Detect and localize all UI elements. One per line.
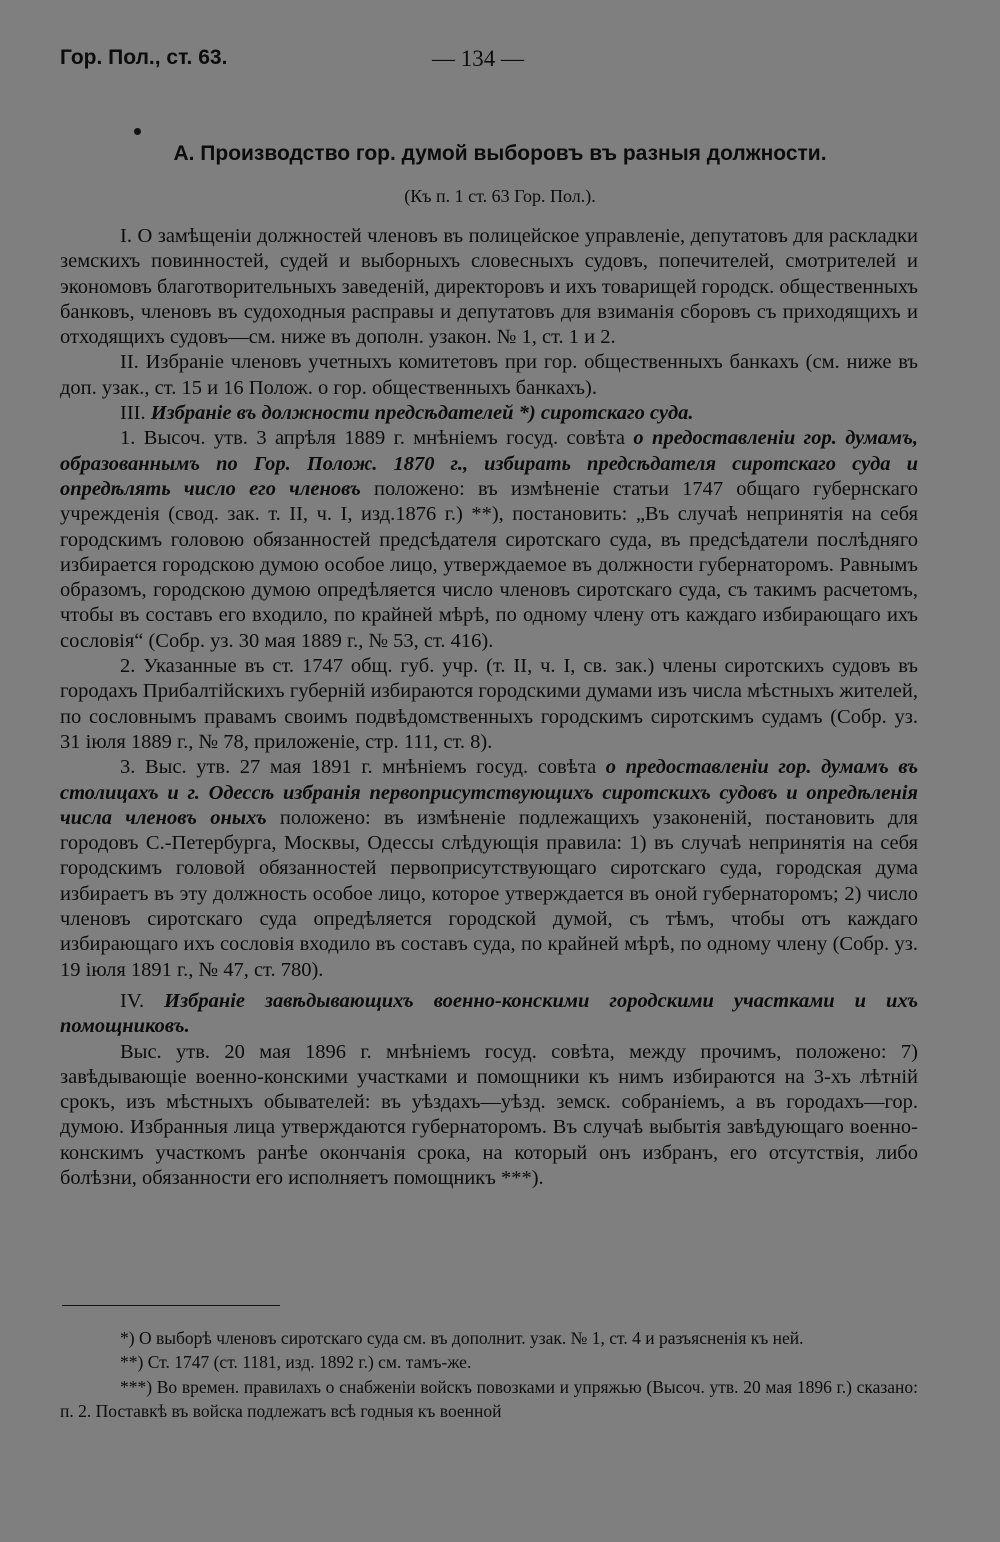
item-1-text: положено: въ измѣненiе статьи 1747 общаго губернскаго учрежденiя (свод. зак. т. II, ч. I, изд.1876 г.) **), постановить: „Въ случаѣ непринятiя на себя городскимъ головою обязанностей предсѣдателя сиротскаго суда, въ предсѣдатели послѣдняго избирается городскою думою особое лицо, утверждаемое въ должности губернаторомъ. Равнымъ образомъ, городскою думою опредѣляется число членовъ сиротскаго суда, съ такимъ расчетомъ, чтобы въ составъ его входило, по крайней мѣрѣ, по одному члену отъ каждаго избирающаго ихъ сословiя“ (Собр. уз. 30 мая 1889 г., № 53, ст. 416). <box>60 477 919 652</box>
section-4-heading-text: Избранiе завѣдывающихъ военно-конскими городскими участками и ихъ помощниковъ. <box>60 989 919 1038</box>
item-1-intro: 1. Высоч. утв. 3 апрѣля 1889 г. мнѣнiемъ госуд. совѣта <box>120 427 625 450</box>
paragraph-section-4: Выс. утв. 20 мая 1896 г. мнѣнiемъ госуд. совѣта, между прочимъ, положено: 7) завѣдывающiе военно-конскими участками и помощники къ нимъ избираются на 3-хъ лѣтнiй срокъ, изъ мѣстныхъ обывателей: въ уѣздахъ—уѣзд. земск. собранiемъ, а въ городахъ—гор. думою. Избранныя лица утверждаются губернаторомъ. Въ случаѣ выбытiя завѣдующаго военно-конскимъ участкомъ ранѣе окончанiя срока, на который онъ избранъ, его отсутствiя, либо болѣзни, обязанности его исполняетъ помощникъ ***). <box>60 1040 918 1189</box>
paragraph-section-3-item-1 <box>60 426 918 654</box>
item-3-emphasis: о предоставленiи гор. думамъ въ столицахъ и г. Одессѣ избранiя первоприсутствующихъ сиротскихъ судовъ и опредѣленiя числа членовъ оныхъ <box>60 756 919 829</box>
footnote-3: ***) Во времен. правилахъ о снабженiи войскъ повозками и упряжью (Высоч. утв. 20 мая 1896 г.) сказано: п. 2. Поставкѣ въ войска подлежатъ всѣ годныя къ военной <box>60 1376 918 1421</box>
section-reference: Гор. Пол., ст. 63. <box>60 46 228 69</box>
item-3-text: положено: въ измѣненiе подлежащихъ узаконенiй, постановить для городовъ С.-Петербурга, Москвы, Одессы слѣдующiя правила: 1) въ случаѣ непринятiя на себя городскимъ головой обязанностей первоприсутствующаго сиротскаго суда, городская дума избираетъ въ эту должность особое лицо, которое утверждается въ оной губернаторомъ; 2) число членовъ сиротскаго суда опредѣляется городской думой, съ тѣмъ, чтобы отъ каждаго избирающаго ихъ сословiя входило въ составъ суда, по крайней мѣрѣ, по одному члену (Собр. уз. 19 iюля 1891 г., № 47, ст. 780). <box>60 806 918 981</box>
section-subtitle: (Къ п. 1 ст. 63 Гор. Пол.). <box>404 186 596 206</box>
section-title: А. Производство гор. думой выборовъ въ разныя должности. <box>173 142 827 165</box>
ink-dot-mark <box>134 128 141 135</box>
page-number: — 134 — <box>432 46 524 71</box>
paragraph-section-3-item-2: 2. Указанные въ ст. 1747 общ. губ. учр. (т. II, ч. I, св. зак.) члены сиротскихъ судовъ въ городахъ Прибалтiйскихъ губернiй избираются городскими думами изъ числа мѣстныхъ жителей, по сословнымъ правамъ своимъ подвѣдомственныхъ городскимъ сиротскимъ судамъ (Собр. уз. 31 iюля 1889 г., № 78, приложенiе, стр. 111, ст. 8). <box>60 655 918 753</box>
footnote-divider <box>62 1305 280 1306</box>
section-4-heading <box>60 989 918 1040</box>
main-text <box>60 224 918 1191</box>
running-header <box>60 46 940 80</box>
paragraph-section-2: II. Избранiе членовъ учетныхъ комитетовъ при гор. общественныхъ банкахъ (см. ниже въ доп. узак., ст. 15 и 16 Полож. о гор. общественныхъ банкахъ). <box>60 351 918 399</box>
paragraph-section-1: I. О замѣщенiи должностей членовъ въ полицейское управленiе, депутатовъ для раскладки земскихъ повинностей, судей и выборныхъ словесныхъ судовъ, попечителей, смотрителей и экономовъ благотворительныхъ заведенiй, директоровъ и ихъ товарищей городск. общественныхъ банковъ, членовъ въ судоходныя расправы и депутатовъ для взиманiя сборовъ съ приходящихъ и отходящихъ судовъ—см. ниже въ дополн. узакон. № 1, ст. 1 и 2. <box>60 225 918 349</box>
section-3-heading <box>60 401 918 426</box>
footnotes <box>60 1326 918 1423</box>
section-3-heading-text: Избранiе въ должности предсѣдателей *) сиротскаго суда. <box>150 402 694 425</box>
footnote-2: **) Ст. 1747 (ст. 1181, изд. 1892 г.) см. тамъ-же. <box>120 1352 472 1373</box>
item-3-intro: 3. Выс. утв. 27 мая 1891 г. мнѣнiемъ госуд. совѣта <box>120 756 597 779</box>
item-1-emphasis: о предоставленiи гор. думамъ, образованнымъ по Гор. Полож. 1870 г., избирать предсѣдателя сиротскаго суда и опредѣлять число его членовъ <box>60 427 919 500</box>
paragraph-section-3-item-3 <box>60 755 918 983</box>
section-4-number: IV. <box>120 989 145 1012</box>
footnote-1: *) О выборѣ членовъ сиротскаго суда см. въ дополнит. узак. № 1, ст. 4 и разъясненiя къ ней. <box>120 1328 804 1348</box>
section-3-number: III. <box>120 402 146 425</box>
